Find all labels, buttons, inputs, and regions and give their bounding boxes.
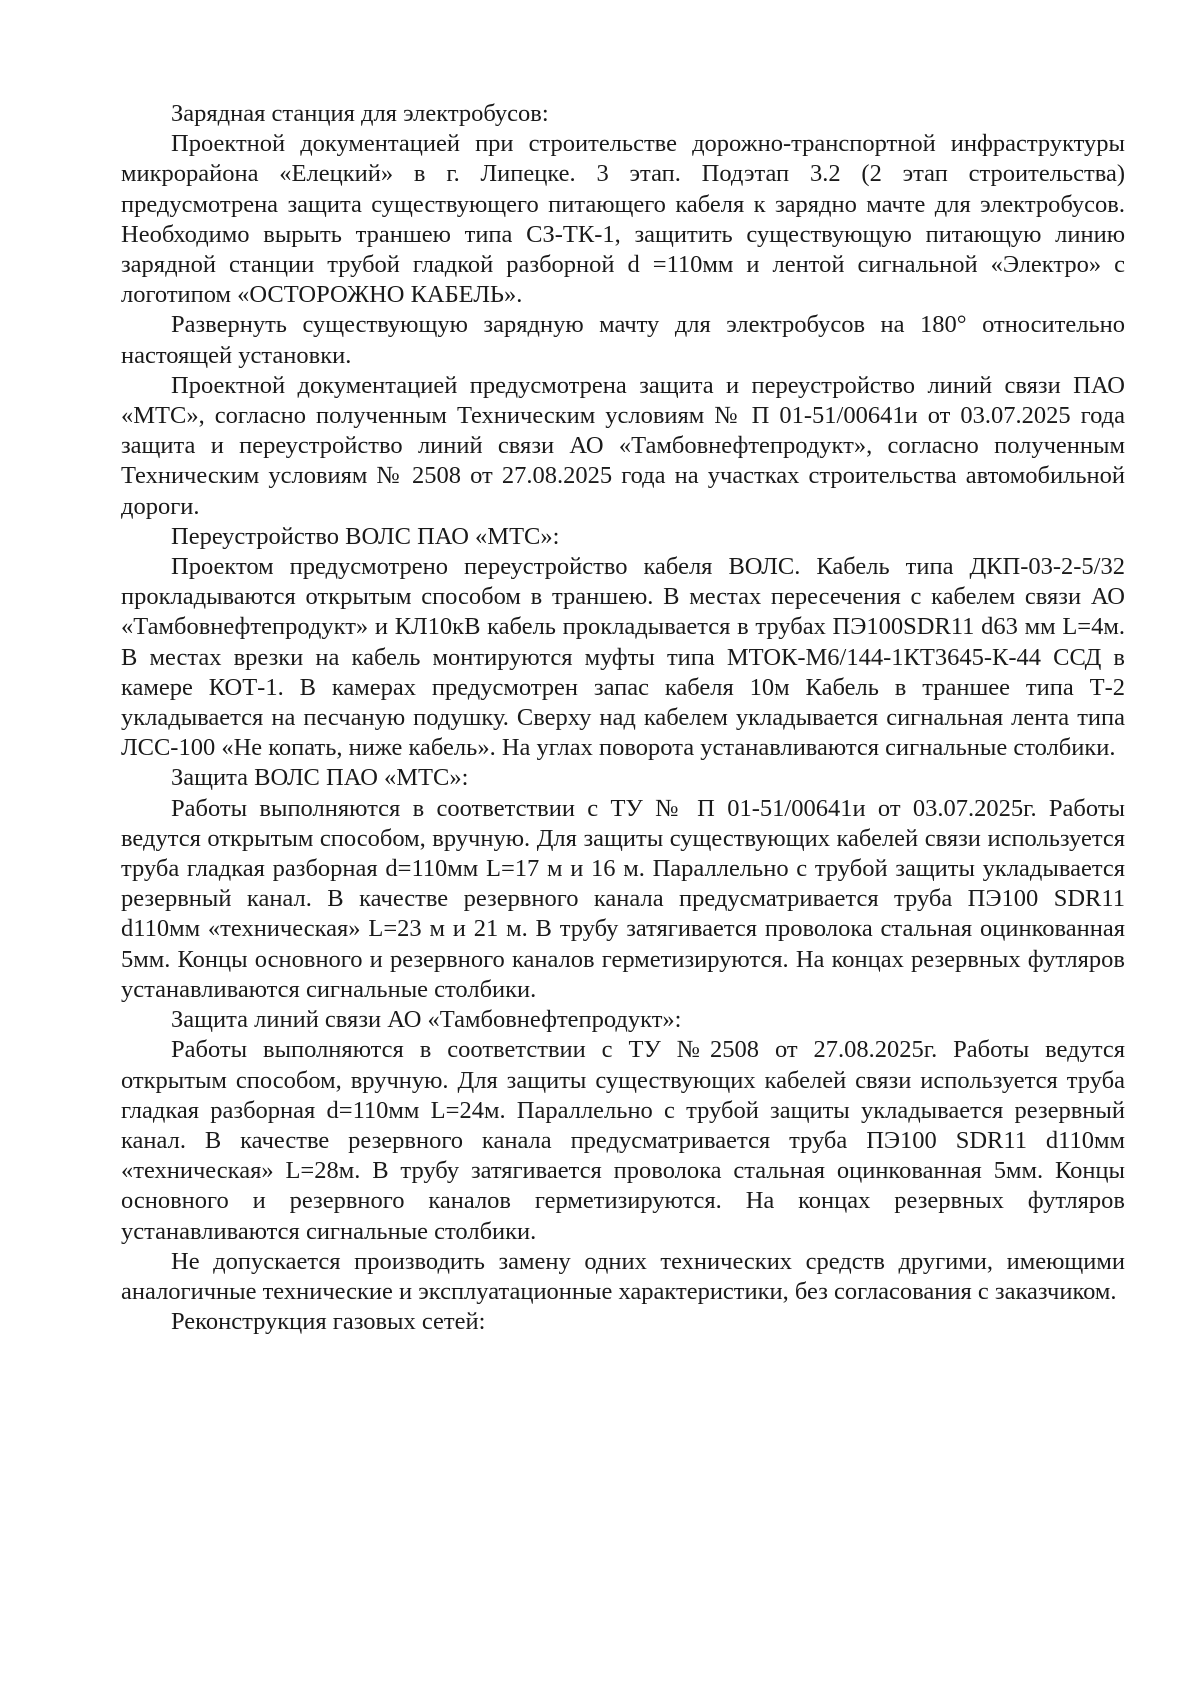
paragraph-replacement-restriction: Не допускается производить замену одних технических средств другими, имеющими аналогичные технические и эксплуатационные характеристики, без согласования с заказчиком.	[121, 1247, 1125, 1305]
paragraph-charging-station-protection: Проектной документацией при строительстве дорожно-транспортной инфраструктуры микрорайона «Елецкий» в г. Липецке. 3 этап. Подэтап 3.2 (2 этап строительства) предусмотрена защита существующего питающего кабеля к зарядно мачте для электробусов. Необходимо вырыть траншею типа СЗ-ТК-1, защитить существующую питающую линию зарядной станции трубой гладкой разборной d =110мм и лентой сигнальной «Электро» с логотипом «ОСТОРОЖНО КАБЕЛЬ».	[121, 130, 1125, 309]
heading-fiber-protection: Защита ВОЛС ПАО «МТС»:	[171, 764, 469, 792]
heading-fiber-relocation: Переустройство ВОЛС ПАО «МТС»:	[171, 522, 560, 550]
heading-tambov-protection: Защита линий связи АО «Тамбовнефтепродукт»:	[171, 1006, 682, 1034]
paragraph-mast-rotation: Развернуть существующую зарядную мачту для электробусов на 180° относительно настоящей установки.	[121, 311, 1125, 369]
document-page	[121, 99, 1125, 1337]
paragraph-tambov-protection: Работы выполняются в соответствии с ТУ №2508 от 27.08.2025г. Работы ведутся открытым способом, вручную. Для защиты существующих кабелей связи используется труба гладкая разборная d=110мм L=24м. Параллельно с трубой защиты укладывается резервный канал. В качестве резервного канала предусматривается труба ПЭ100 SDR11 d110мм «техническая» L=28м. В трубу затягивается проволока стальная оцинкованная 5мм. Концы основного и резервного каналов герметизируются. На концах резервных футляров устанавливаются сигнальные столбики.	[121, 1036, 1125, 1245]
heading-charging-station: Зарядная станция для электробусов:	[171, 100, 549, 127]
paragraph-fiber-relocation: Проектом предусмотрено переустройство кабеля ВОЛС. Кабель типа ДКП-03-2-5/32 прокладываются открытым способом в траншею. В местах пересечения с кабелем связи АО «Тамбовнефтепродукт» и КЛ10кВ кабель прокладывается в трубах ПЭ100SDR11 d63 мм L=4м. В местах врезки на кабель монтируются муфты типа МТОК-М6/144-1КТ3645-К-44 ССД в камере КОТ-1. В камерах предусмотрен запас кабеля 10м Кабель в траншее типа Т-2 укладывается на песчаную подушку. Сверху над кабелем укладывается сигнальная лента типа ЛСС-100 «Не копать, ниже кабель». На углах поворота устанавливаются сигнальные столбики.	[121, 553, 1125, 762]
paragraph-fiber-protection: Работы выполняются в соответствии с ТУ № П 01-51/00641и от 03.07.2025г. Работы ведутся открытым способом, вручную. Для защиты существующих кабелей связи используется труба гладкая разборная d=110мм L=17 м и 16 м. Параллельно с трубой защиты укладывается резервный канал. В качестве резервного канала предусматривается труба ПЭ100 SDR11 d110мм «техническая» L=23 м и 21 м. В трубу затягивается проволока стальная оцинкованная 5мм. Концы основного и резервного каналов герметизируются. На концах резервных футляров устанавливаются сигнальные столбики.	[121, 794, 1125, 1003]
heading-gas-networks: Реконструкция газовых сетей:	[171, 1308, 486, 1336]
paragraph-communication-lines: Проектной документацией предусмотрена защита и переустройство линий связи ПАО «МТС», согласно полученным Техническим условиям № П 01-51/00641и от 03.07.2025 года защита и переустройство линий связи АО «Тамбовнефтепродукт», согласно полученным Техническим условиям № 2508 от 27.08.2025 года на участках строительства автомобильной дороги.	[121, 371, 1125, 520]
